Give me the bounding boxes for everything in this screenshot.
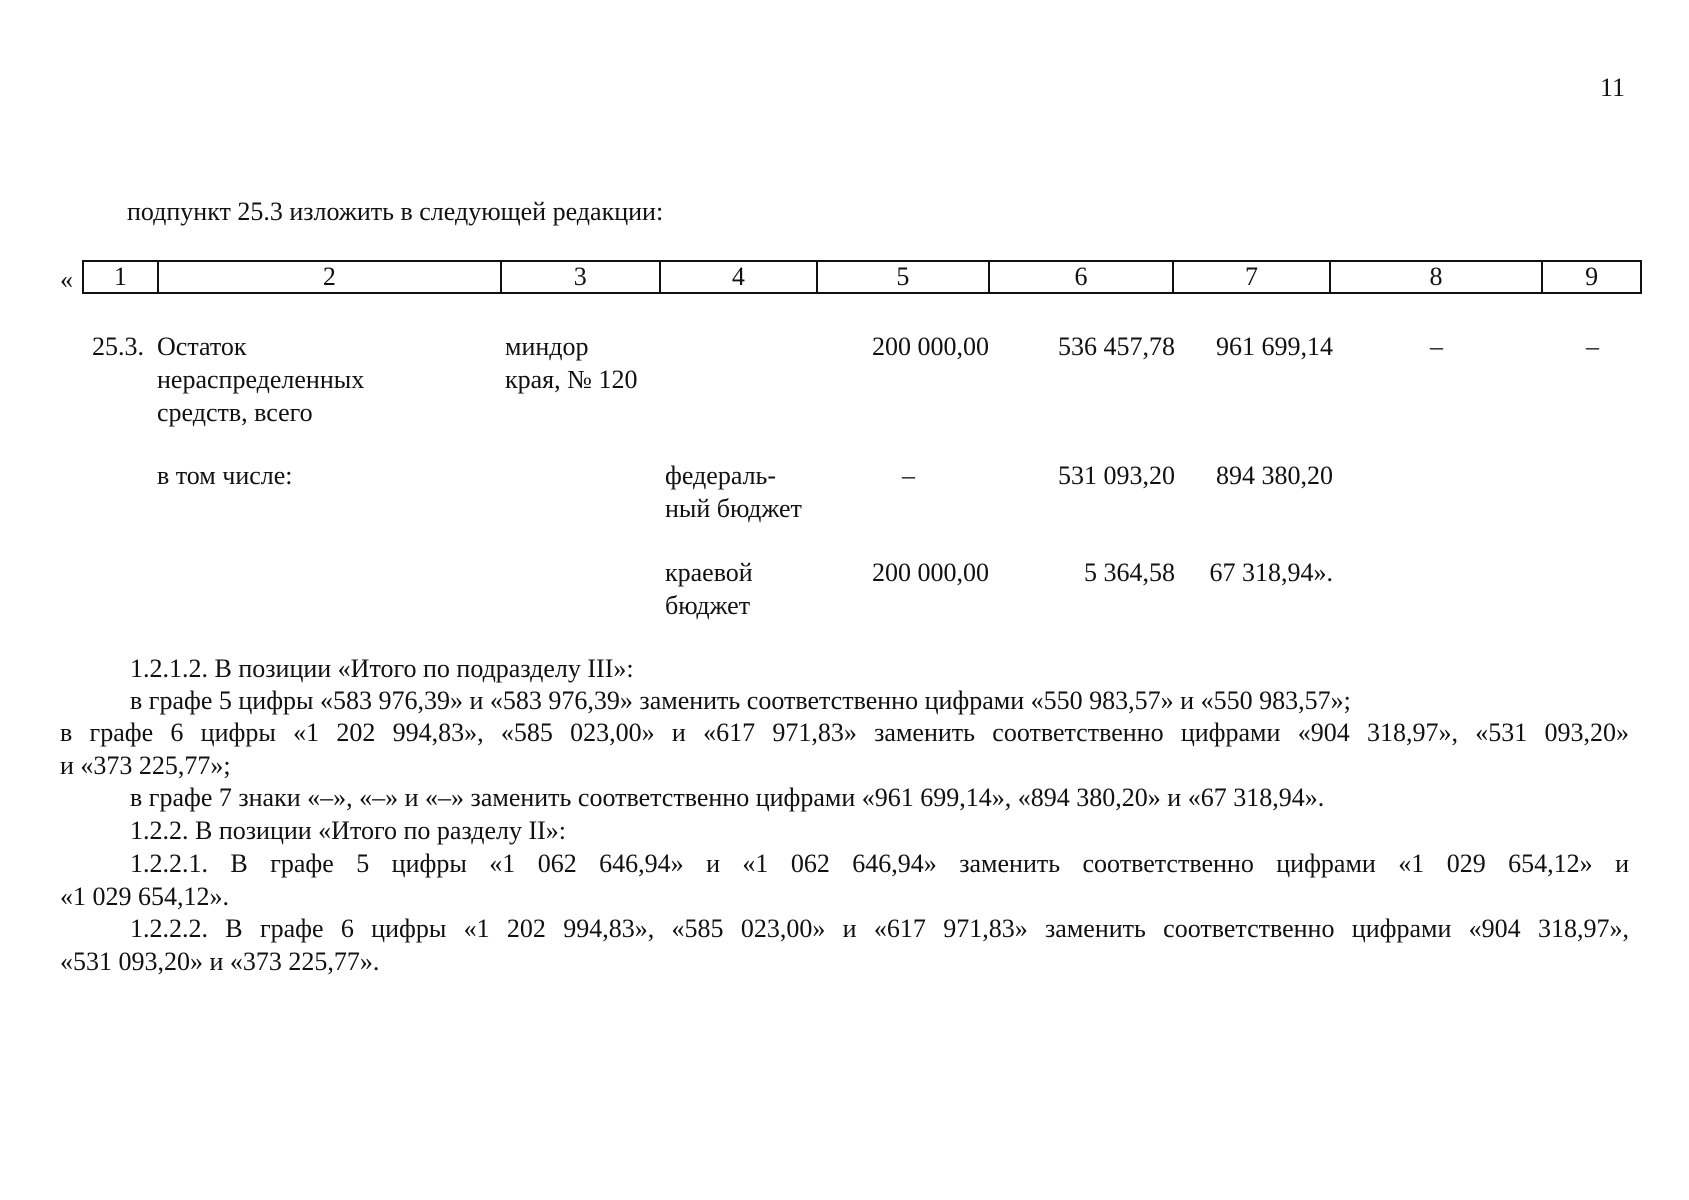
paragraph-continuation: и «373 225,77»; xyxy=(60,751,231,780)
row-value-col7: 67 318,94». xyxy=(1209,558,1333,587)
page-number: 11 xyxy=(1599,73,1625,102)
column-number-header xyxy=(82,260,1642,294)
row-name-line: нераспределенных xyxy=(157,365,365,394)
row-value-col6: 536 457,78 xyxy=(1058,332,1175,361)
row-number: 25.3. xyxy=(92,332,144,361)
paragraph-continuation: «531 093,20» и «373 225,77». xyxy=(60,947,380,976)
row-value-col8: – xyxy=(1430,332,1443,361)
row-name-line: в том числе: xyxy=(157,461,293,490)
row-executor-line: края, № 120 xyxy=(505,365,638,394)
row-name-line: Остаток xyxy=(157,332,247,361)
row-value-col5: – xyxy=(902,461,915,490)
row-value-col6: 531 093,20 xyxy=(1058,461,1175,490)
column-number-4: 4 xyxy=(661,262,819,292)
intro-text: подпункт 25.3 изложить в следующей редакции: xyxy=(127,197,664,226)
opening-quote: « xyxy=(60,265,73,294)
column-number-2: 2 xyxy=(159,262,502,292)
row-source-line: федераль- xyxy=(665,461,777,490)
paragraph: 1.2.1.2. В позиции «Итого по подразделу III»: xyxy=(130,654,634,683)
paragraph: 1.2.2. В позиции «Итого по разделу II»: xyxy=(130,816,567,845)
paragraph-continuation: «1 029 654,12». xyxy=(60,882,229,911)
column-number-8: 8 xyxy=(1331,262,1543,292)
row-value-col7: 961 699,14 xyxy=(1216,332,1333,361)
column-number-7: 7 xyxy=(1174,262,1331,292)
column-number-1: 1 xyxy=(84,262,159,292)
column-number-9: 9 xyxy=(1585,262,1599,291)
row-source-line: бюджет xyxy=(665,591,751,620)
row-executor-line: миндор xyxy=(505,332,589,361)
paragraph: в графе 6 цифры «1 202 994,83», «585 023,00» и «617 971,83» заменить соответственно цифрами «904 318,97», «531 093,20» xyxy=(60,718,1629,747)
row-value-col6: 5 364,58 xyxy=(1084,558,1175,587)
row-name-line: средств, всего xyxy=(157,398,313,427)
row-source-line: краевой xyxy=(665,558,753,587)
paragraph: в графе 7 знаки «–», «–» и «–» заменить соответственно цифрами «961 699,14», «894 380,20» и «67 318,94». xyxy=(130,783,1325,812)
column-number-3: 3 xyxy=(502,262,661,292)
paragraph: 1.2.2.1. В графе 5 цифры «1 062 646,94» и «1 062 646,94» заменить соответственно цифрами «1 029 654,12» и xyxy=(130,849,1629,878)
paragraph: в графе 5 цифры «583 976,39» и «583 976,39» заменить соответственно цифрами «550 983,57» и «550 983,57»; xyxy=(130,686,1351,715)
row-value-col5: 200 000,00 xyxy=(872,332,989,361)
row-value-col5: 200 000,00 xyxy=(872,558,989,587)
row-source-line: ный бюджет xyxy=(665,494,802,523)
row-value-col9: – xyxy=(1586,332,1599,361)
column-number-5: 5 xyxy=(818,262,990,292)
column-number-6: 6 xyxy=(990,262,1175,292)
row-value-col7: 894 380,20 xyxy=(1216,461,1333,490)
paragraph: 1.2.2.2. В графе 6 цифры «1 202 994,83», «585 023,00» и «617 971,83» заменить соответственно цифрами «904 318,97», xyxy=(130,914,1629,943)
